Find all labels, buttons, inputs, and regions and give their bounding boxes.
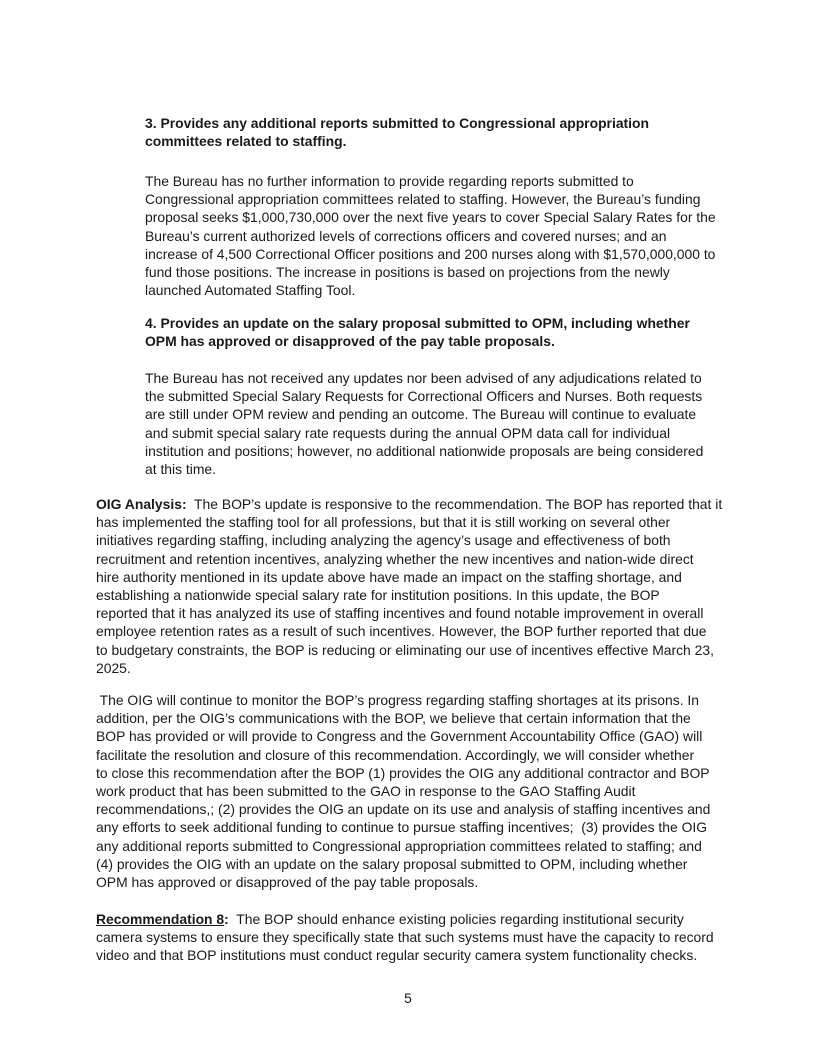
text-line: are still under OPM review and pending an outcome. The Bureau will continue to evaluate <box>145 406 697 423</box>
text-line: recruitment and retention incentives, analyzing whether the new incentives and nation-wide direct <box>96 550 694 567</box>
text-line: increase of 4,500 Correctional Officer positions and 200 nurses along with $1,570,000,000 to <box>145 245 716 262</box>
text-line: hire authority mentioned in its update above have made an impact on the staffing shortage, and <box>96 568 682 585</box>
item4-heading <box>145 314 690 350</box>
recommendation-8 <box>96 910 714 965</box>
item3-body <box>145 172 716 299</box>
oig-analysis-line: The BOP’s update is responsive to the recommendation. The BOP has reported that it <box>186 496 723 512</box>
text-line: work product that has been submitted to the GAO in response to the GAO Staffing Audit <box>96 782 636 799</box>
text-line: BOP has provided or will provide to Congress and the Government Accountability Office (GAO) will <box>96 728 703 745</box>
text-line: any additional reports submitted to Congressional appropriation committees related to staffing; and <box>96 837 702 854</box>
text-line: OPM has approved or disapproved of the pay table proposals. <box>145 333 555 350</box>
text-line: The Bureau has no further information to provide regarding reports submitted to <box>145 173 634 189</box>
text-line: to close this recommendation after the BOP (1) provides the OIG any additional contractor and BOP <box>96 764 710 781</box>
text-line: video and that BOP institutions must conduct regular security camera system functionality checks. <box>96 947 698 964</box>
text-line: any efforts to seek additional funding to continue to pursue staffing incentives; (3) provides the OIG <box>96 819 708 836</box>
text-line: The OIG will continue to monitor the BOP’s progress regarding staffing shortages at its prisons. In <box>96 692 700 708</box>
text-line: establishing a nationwide special salary rate for institution positions. In this update, the BOP <box>96 586 660 603</box>
item4-body <box>145 369 703 478</box>
text-line: to budgetary constraints, the BOP is reducing or eliminating our use of incentives effective March 23, <box>96 641 714 658</box>
text-line: has implemented the staffing tool for all professions, but that it is still working on several other <box>96 514 671 531</box>
text-line: facilitate the resolution and closure of this recommendation. Accordingly, we will consider whether <box>96 746 695 763</box>
item3-heading <box>145 114 649 150</box>
recommendation-label: Recommendation 8 <box>96 911 225 927</box>
text-line: 2025. <box>96 659 131 676</box>
text-line: employee retention rates as a result of such incentives. However, the BOP further reported that due <box>96 623 707 640</box>
text-line: institution and positions; however, no additional nationwide proposals are being considered <box>145 442 704 459</box>
oig-analysis-lines <box>96 513 722 677</box>
text-line: Congressional appropriation committees related to staffing. However, the Bureau’s funding <box>145 191 701 208</box>
text-line: at this time. <box>145 460 217 477</box>
oig-analysis-label: OIG Analysis: <box>96 496 187 512</box>
text-line: addition, per the OIG’s communications with the BOP, we believe that certain information that the <box>96 710 691 727</box>
oig-analysis <box>96 495 722 677</box>
text-line: committees related to staffing. <box>145 133 347 150</box>
text-line: The Bureau has not received any updates nor been advised of any adjudications related to <box>145 370 702 386</box>
text-line: reported that it has analyzed its use of staffing incentives and found notable improvement in overall <box>96 605 704 622</box>
text-line: 3. Provides any additional reports submitted to Congressional appropriation <box>145 115 649 131</box>
text-line: the submitted Special Salary Requests for Correctional Officers and Nurses. Both requests <box>145 388 703 405</box>
text-line: and submit special salary rate requests during the annual OPM data call for individual <box>145 424 671 441</box>
page-number: 5 <box>404 990 412 1006</box>
text-line: recommendations,; (2) provides the OIG an update on its use and analysis of staffing incentives and <box>96 801 711 818</box>
text-line: initiatives regarding staffing, including analyzing the agency’s usage and effectiveness of both <box>96 532 671 549</box>
text-line: proposal seeks $1,000,730,000 over the next five years to cover Special Salary Rates for the <box>145 209 716 226</box>
text-line: OPM has approved or disapproved of the pay table proposals. <box>96 873 479 890</box>
oig-monitor-paragraph <box>96 691 710 891</box>
text-line: camera systems to ensure they specifically state that such systems must have the capacity to record <box>96 929 714 946</box>
text-line: launched Automated Staffing Tool. <box>145 282 356 299</box>
recommendation-lines <box>96 928 714 964</box>
recommendation-colon: : <box>224 911 229 927</box>
text-line: (4) provides the OIG with an update on the salary proposal submitted to OPM, including whether <box>96 855 688 872</box>
recommendation-line: The BOP should enhance existing policies regarding institutional security <box>228 911 684 927</box>
text-line: 4. Provides an update on the salary proposal submitted to OPM, including whether <box>145 315 690 331</box>
text-line: Bureau’s current authorized levels of corrections officers and covered nurses; and an <box>145 227 667 244</box>
text-line: fund those positions. The increase in positions is based on projections from the newly <box>145 263 670 280</box>
